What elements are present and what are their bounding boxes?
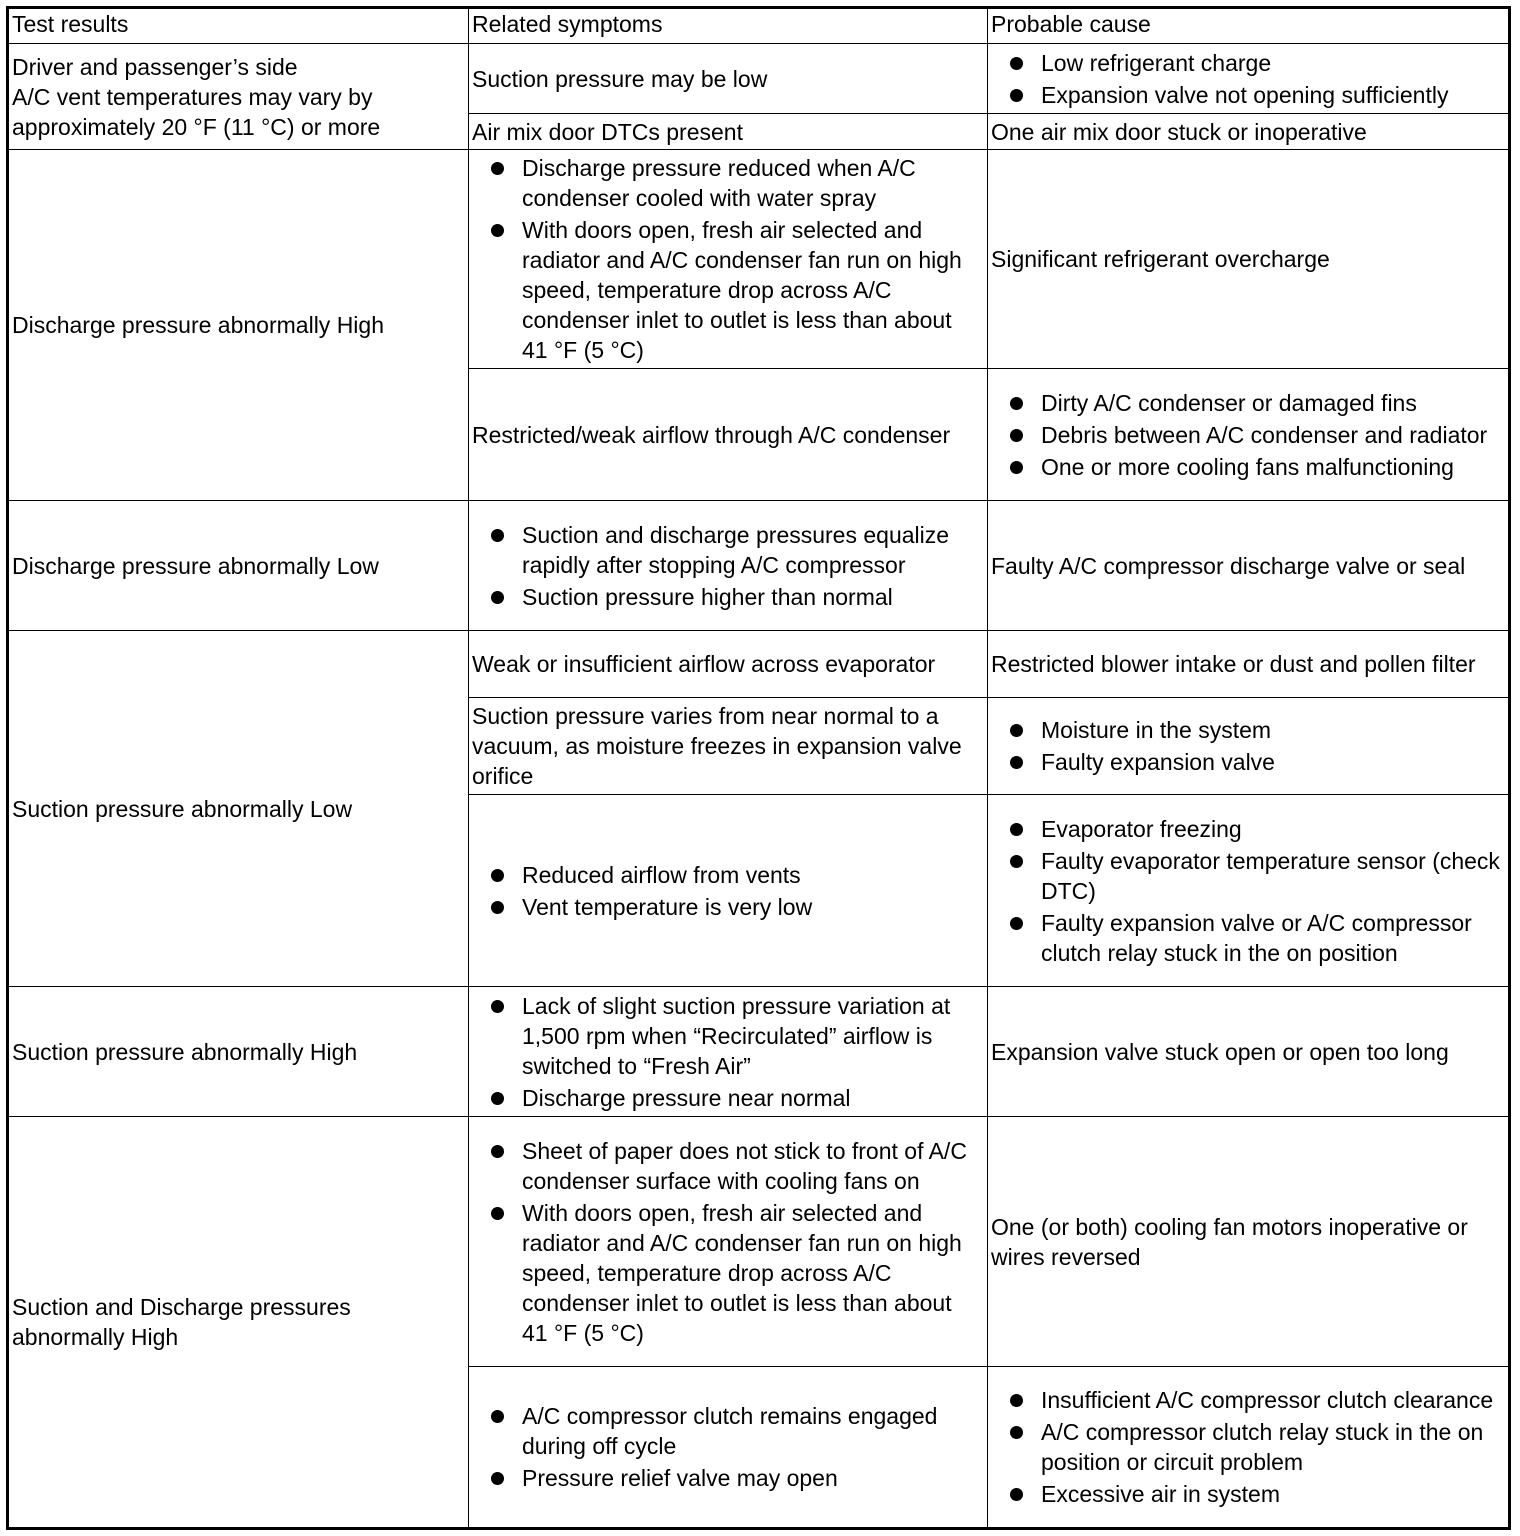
table-row <box>8 501 1510 631</box>
cause-list <box>991 1385 1504 1509</box>
cause-item: Moisture in the system <box>991 715 1504 745</box>
cause-cell <box>988 1117 1510 1367</box>
cause-cell <box>988 114 1510 150</box>
cause-cell <box>988 631 1510 698</box>
symptom-text: Suction pressure varies from near normal to a vacuum, as moisture freezes in expansion valve orifice <box>472 703 962 789</box>
table-row <box>8 150 1510 369</box>
cause-cell <box>988 1367 1510 1529</box>
cause-cell <box>988 795 1510 987</box>
cause-item: Faulty expansion valve <box>991 747 1504 777</box>
cause-cell <box>988 698 1510 795</box>
cause-item: Low refrigerant charge <box>991 48 1504 78</box>
diagnosis-table <box>6 6 1511 1530</box>
cause-cell <box>988 150 1510 369</box>
header-test-results: Test results <box>8 8 469 44</box>
cause-list <box>991 715 1504 777</box>
symptom-item: Pressure relief valve may open <box>472 1463 983 1493</box>
symptom-text: Suction pressure may be low <box>472 65 768 92</box>
cause-cell <box>988 501 1510 631</box>
symptom-item: Discharge pressure near normal <box>472 1083 983 1113</box>
symptom-item: With doors open, fresh air selected and radiator and A/C condenser fan run on high speed, temperature drop across A/C condenser inlet to outlet is less than about 41 °F (5 °C) <box>472 215 983 365</box>
symptom-list <box>472 1401 983 1493</box>
symptoms-cell <box>469 1117 988 1367</box>
diagnosis-table-container <box>6 6 1508 1528</box>
symptom-item: Suction and discharge pressures equalize rapidly after stopping A/C compressor <box>472 520 983 580</box>
cause-text: Significant refrigerant overcharge <box>991 246 1330 272</box>
symptoms-cell <box>469 1367 988 1529</box>
symptoms-cell <box>469 987 988 1117</box>
symptom-item: Vent temperature is very low <box>472 892 983 922</box>
symptom-list <box>472 860 983 922</box>
cause-text: One (or both) cooling fan motors inoperative or wires reversed <box>991 1213 1468 1270</box>
cause-item: Expansion valve not opening sufficiently <box>991 80 1504 110</box>
symptom-list <box>472 1136 983 1348</box>
table-row <box>8 44 1510 114</box>
cause-item: One or more cooling fans malfunctioning <box>991 452 1504 482</box>
symptom-text: Weak or insufficient airflow across evaporator <box>472 651 936 677</box>
cause-cell <box>988 987 1510 1117</box>
cause-list <box>991 388 1504 482</box>
cause-text: Expansion valve stuck open or open too long <box>991 1038 1449 1065</box>
cause-item: Debris between A/C condenser and radiator <box>991 420 1504 450</box>
cause-list <box>991 48 1504 110</box>
symptom-list <box>472 153 983 365</box>
table-body <box>8 44 1510 1529</box>
symptoms-cell <box>469 150 988 369</box>
cause-text: Restricted blower intake or dust and pollen filter <box>991 651 1476 677</box>
symptom-text: Air mix door DTCs present <box>472 118 743 145</box>
test-result-cell: Discharge pressure abnormally Low <box>8 501 469 631</box>
test-result-cell: Suction pressure abnormally High <box>8 987 469 1117</box>
symptoms-cell <box>469 114 988 150</box>
table-row <box>8 987 1510 1117</box>
cause-cell <box>988 44 1510 114</box>
symptom-list <box>472 991 983 1113</box>
cause-item: A/C compressor clutch relay stuck in the on position or circuit problem <box>991 1417 1504 1477</box>
test-result-cell: Discharge pressure abnormally High <box>8 150 469 501</box>
symptom-item: With doors open, fresh air selected and radiator and A/C condenser fan run on high speed, temperature drop across A/C condenser inlet to outlet is less than about 41 °F (5 °C) <box>472 1198 983 1348</box>
cause-item: Excessive air in system <box>991 1479 1504 1509</box>
symptom-list <box>472 520 983 612</box>
test-result-cell: Suction pressure abnormally Low <box>8 631 469 987</box>
test-result-cell: Driver and passenger’s side A/C vent temperatures may vary by approximately 20 °F (11 °C) or more <box>8 44 469 150</box>
symptom-item: A/C compressor clutch remains engaged during off cycle <box>472 1401 983 1461</box>
cause-item: Insufficient A/C compressor clutch clearance <box>991 1385 1504 1415</box>
cause-item: Evaporator freezing <box>991 814 1504 844</box>
symptoms-cell <box>469 501 988 631</box>
symptoms-cell <box>469 44 988 114</box>
header-probable-cause: Probable cause <box>988 8 1510 44</box>
cause-text: Faulty A/C compressor discharge valve or seal <box>991 552 1466 579</box>
cause-list <box>991 814 1504 968</box>
symptom-item: Reduced airflow from vents <box>472 860 983 890</box>
symptom-text: Restricted/weak airflow through A/C condenser <box>472 421 951 448</box>
cause-text: One air mix door stuck or inoperative <box>991 118 1367 145</box>
table-row <box>8 1117 1510 1367</box>
cause-item: Faulty expansion valve or A/C compressor clutch relay stuck in the on position <box>991 908 1504 968</box>
symptom-item: Sheet of paper does not stick to front of A/C condenser surface with cooling fans on <box>472 1136 983 1196</box>
symptoms-cell <box>469 698 988 795</box>
symptom-item: Suction pressure higher than normal <box>472 582 983 612</box>
header-row <box>8 8 1510 44</box>
symptoms-cell <box>469 369 988 501</box>
cause-item: Faulty evaporator temperature sensor (check DTC) <box>991 846 1504 906</box>
table-row <box>8 631 1510 698</box>
symptoms-cell <box>469 631 988 698</box>
header-related-symptoms: Related symptoms <box>469 8 988 44</box>
cause-cell <box>988 369 1510 501</box>
symptom-item: Discharge pressure reduced when A/C condenser cooled with water spray <box>472 153 983 213</box>
cause-item: Dirty A/C condenser or damaged fins <box>991 388 1504 418</box>
symptoms-cell <box>469 795 988 987</box>
test-result-cell: Suction and Discharge pressures abnormally High <box>8 1117 469 1529</box>
symptom-item: Lack of slight suction pressure variation at 1,500 rpm when “Recirculated” airflow is switched to “Fresh Air” <box>472 991 983 1081</box>
